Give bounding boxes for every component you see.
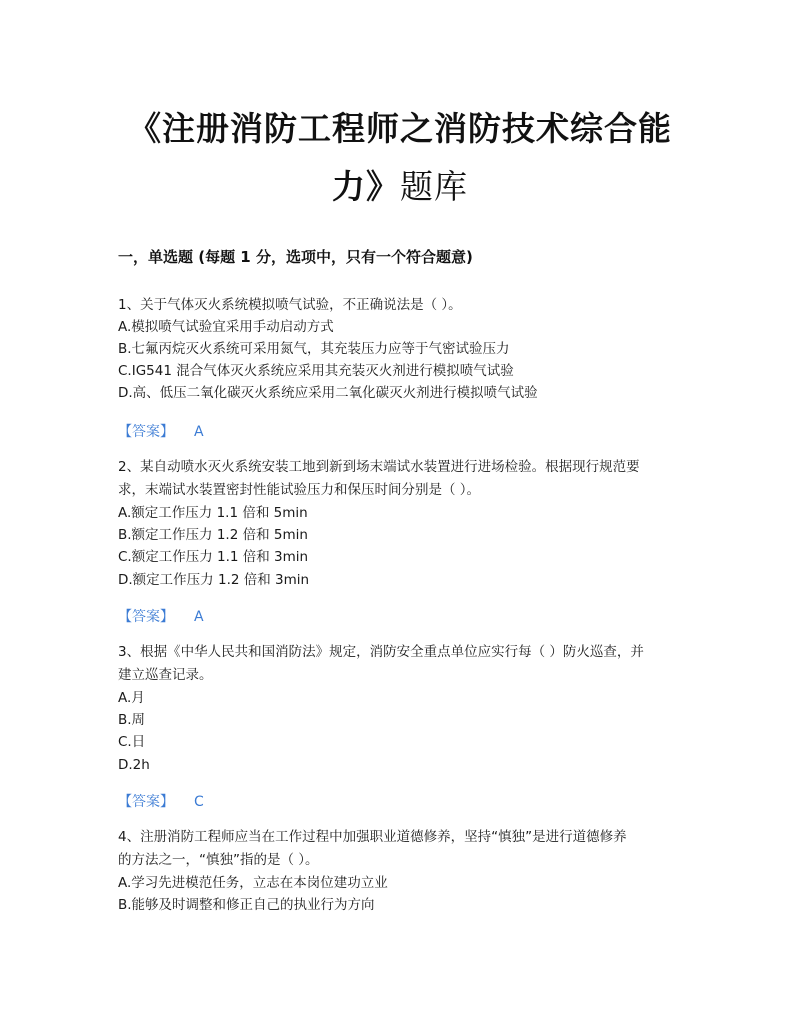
question-1-option-b: B.七氟丙烷灭火系统可采用氮气，其充装压力应等于气密试验压力 [118,341,510,357]
title-line-1: 《注册消防工程师之消防技术综合能 [128,109,672,148]
question-2-option-a: A.额定工作压力 1.1 倍和 5min [118,505,308,521]
section-heading: 一，单选题 (每题 1 分，选项中，只有一个符合题意) [118,248,473,266]
title-line-2-bold: 力》 [332,167,400,206]
question-3-stem-line-2: 建立巡查记录。 [118,667,213,683]
question-4-option-b: B.能够及时调整和修正自己的执业行为方向 [118,897,375,913]
question-3-option-b: B.周 [118,712,146,728]
question-2-option-c: C.额定工作压力 1.1 倍和 3min [118,549,309,565]
question-3-option-c: C.日 [118,734,146,750]
answer-value: A [194,609,204,625]
question-1-option-c: C.IG541 混合气体灭火系统应采用其充装灭火剂进行模拟喷气试验 [118,363,514,379]
answer-label: 【答案】 [118,424,174,440]
document-title [100,100,700,216]
question-4-stem-line-1: 4、注册消防工程师应当在工作过程中加强职业道德修养，坚持“慎独”是进行道德修养 [118,829,627,845]
question-4-stem-line-2: 的方法之一，“慎独”指的是（ ）。 [118,852,319,868]
title-line-2-light: 题库 [400,167,468,206]
answer-label: 【答案】 [118,609,174,625]
question-2-answer [118,606,204,626]
question-3-answer [118,791,204,811]
question-4-option-a: A.学习先进模范任务，立志在本岗位建功立业 [118,875,388,891]
question-1-option-d: D.高、低压二氧化碳灭火系统应采用二氧化碳灭火剂进行模拟喷气试验 [118,385,538,401]
question-2-stem-line-2: 求，末端试水装置密封性能试验压力和保压时间分别是（ ）。 [118,482,481,498]
answer-value: C [194,794,204,810]
question-1-answer [118,421,204,441]
title-line-2 [100,158,700,216]
question-2-option-b: B.额定工作压力 1.2 倍和 5min [118,527,308,543]
question-1-option-a: A.模拟喷气试验宜采用手动启动方式 [118,319,334,335]
answer-value: A [194,424,204,440]
question-2-option-d: D.额定工作压力 1.2 倍和 3min [118,572,310,588]
question-2-stem-line-1: 2、某自动喷水灭火系统安装工地到新到场末端试水装置进行进场检验。根据现行规范要 [118,459,640,475]
question-1-stem: 1、关于气体灭火系统模拟喷气试验，不正确说法是（ ）。 [118,297,462,313]
question-3-option-d: D.2h [118,757,150,773]
question-3-option-a: A.月 [118,690,145,706]
question-3-stem-line-1: 3、根据《中华人民共和国消防法》规定，消防安全重点单位应实行每（ ）防火巡查，并 [118,644,644,660]
answer-label: 【答案】 [118,794,174,810]
